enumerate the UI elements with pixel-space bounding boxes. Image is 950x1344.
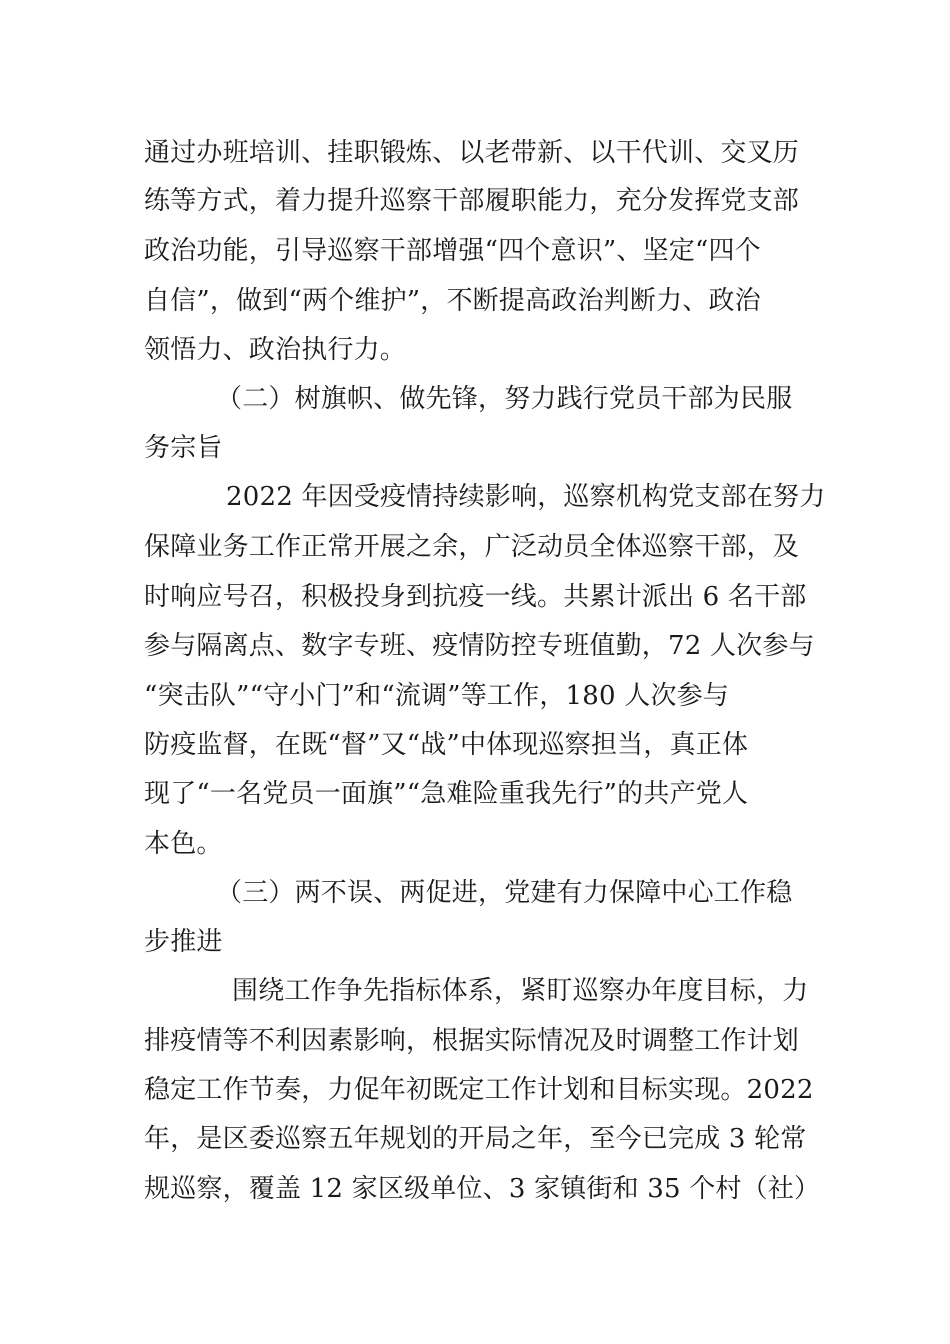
paragraph-start: 围绕工作争先指标体系，紧盯巡察办年度目标，力 <box>232 976 809 1006</box>
body-text-line: 现了“一名党员一面旗”“急难险重我先行”的共产党人 <box>144 779 749 809</box>
body-text-line: 通过办班培训、挂职锻炼、以老带新、以干代训、交叉历 <box>144 138 800 168</box>
section-heading-two-cont: 务宗旨 <box>144 433 223 463</box>
body-text-line: 防疫监督，在既“督”又“战”中体现巡察担当，真正体 <box>144 730 749 760</box>
section-heading-three-cont: 步推进 <box>144 927 223 957</box>
body-text-line: 本色。 <box>144 829 223 859</box>
body-text-line: 时响应号召，积极投身到抗疫一线。共累计派出 6 名干部 <box>144 582 807 612</box>
body-text-line: 练等方式，着力提升巡察干部履职能力，充分发挥党支部 <box>144 186 800 216</box>
body-text-line: 参与隔离点、数字专班、疫情防控专班值勤，72 人次参与 <box>144 631 815 661</box>
body-text-line: 年，是区委巡察五年规划的开局之年，至今已完成 3 轮常 <box>144 1124 807 1154</box>
section-heading-three: （三）两不误、两促进，党建有力保障中心工作稳 <box>216 878 793 908</box>
body-text-line: “突击队”“守小门”和“流调”等工作，180 人次参与 <box>144 681 730 711</box>
paragraph-start: 2022 年因受疫情持续影响，巡察机构党支部在努力 <box>226 482 826 512</box>
section-heading-two: （二）树旗帜、做先锋，努力践行党员干部为民服 <box>216 384 793 414</box>
body-text-line: 政治功能，引导巡察干部增强“四个意识”、坚定“四个 <box>144 236 761 266</box>
body-text-line: 排疫情等不利因素影响，根据实际情况及时调整工作计划 <box>144 1026 800 1056</box>
body-text-line: 保障业务工作正常开展之余，广泛动员全体巡察干部，及 <box>144 532 800 562</box>
body-text-line: 自信”，做到“两个维护”，不断提高政治判断力、政治 <box>144 286 761 316</box>
body-text-line: 稳定工作节奏，力促年初既定工作计划和目标实现。2022 <box>144 1075 814 1105</box>
body-text-line: 规巡察，覆盖 12 家区级单位、3 家镇街和 35 个村（社） <box>144 1174 821 1204</box>
body-text-line: 领悟力、政治执行力。 <box>144 335 407 365</box>
